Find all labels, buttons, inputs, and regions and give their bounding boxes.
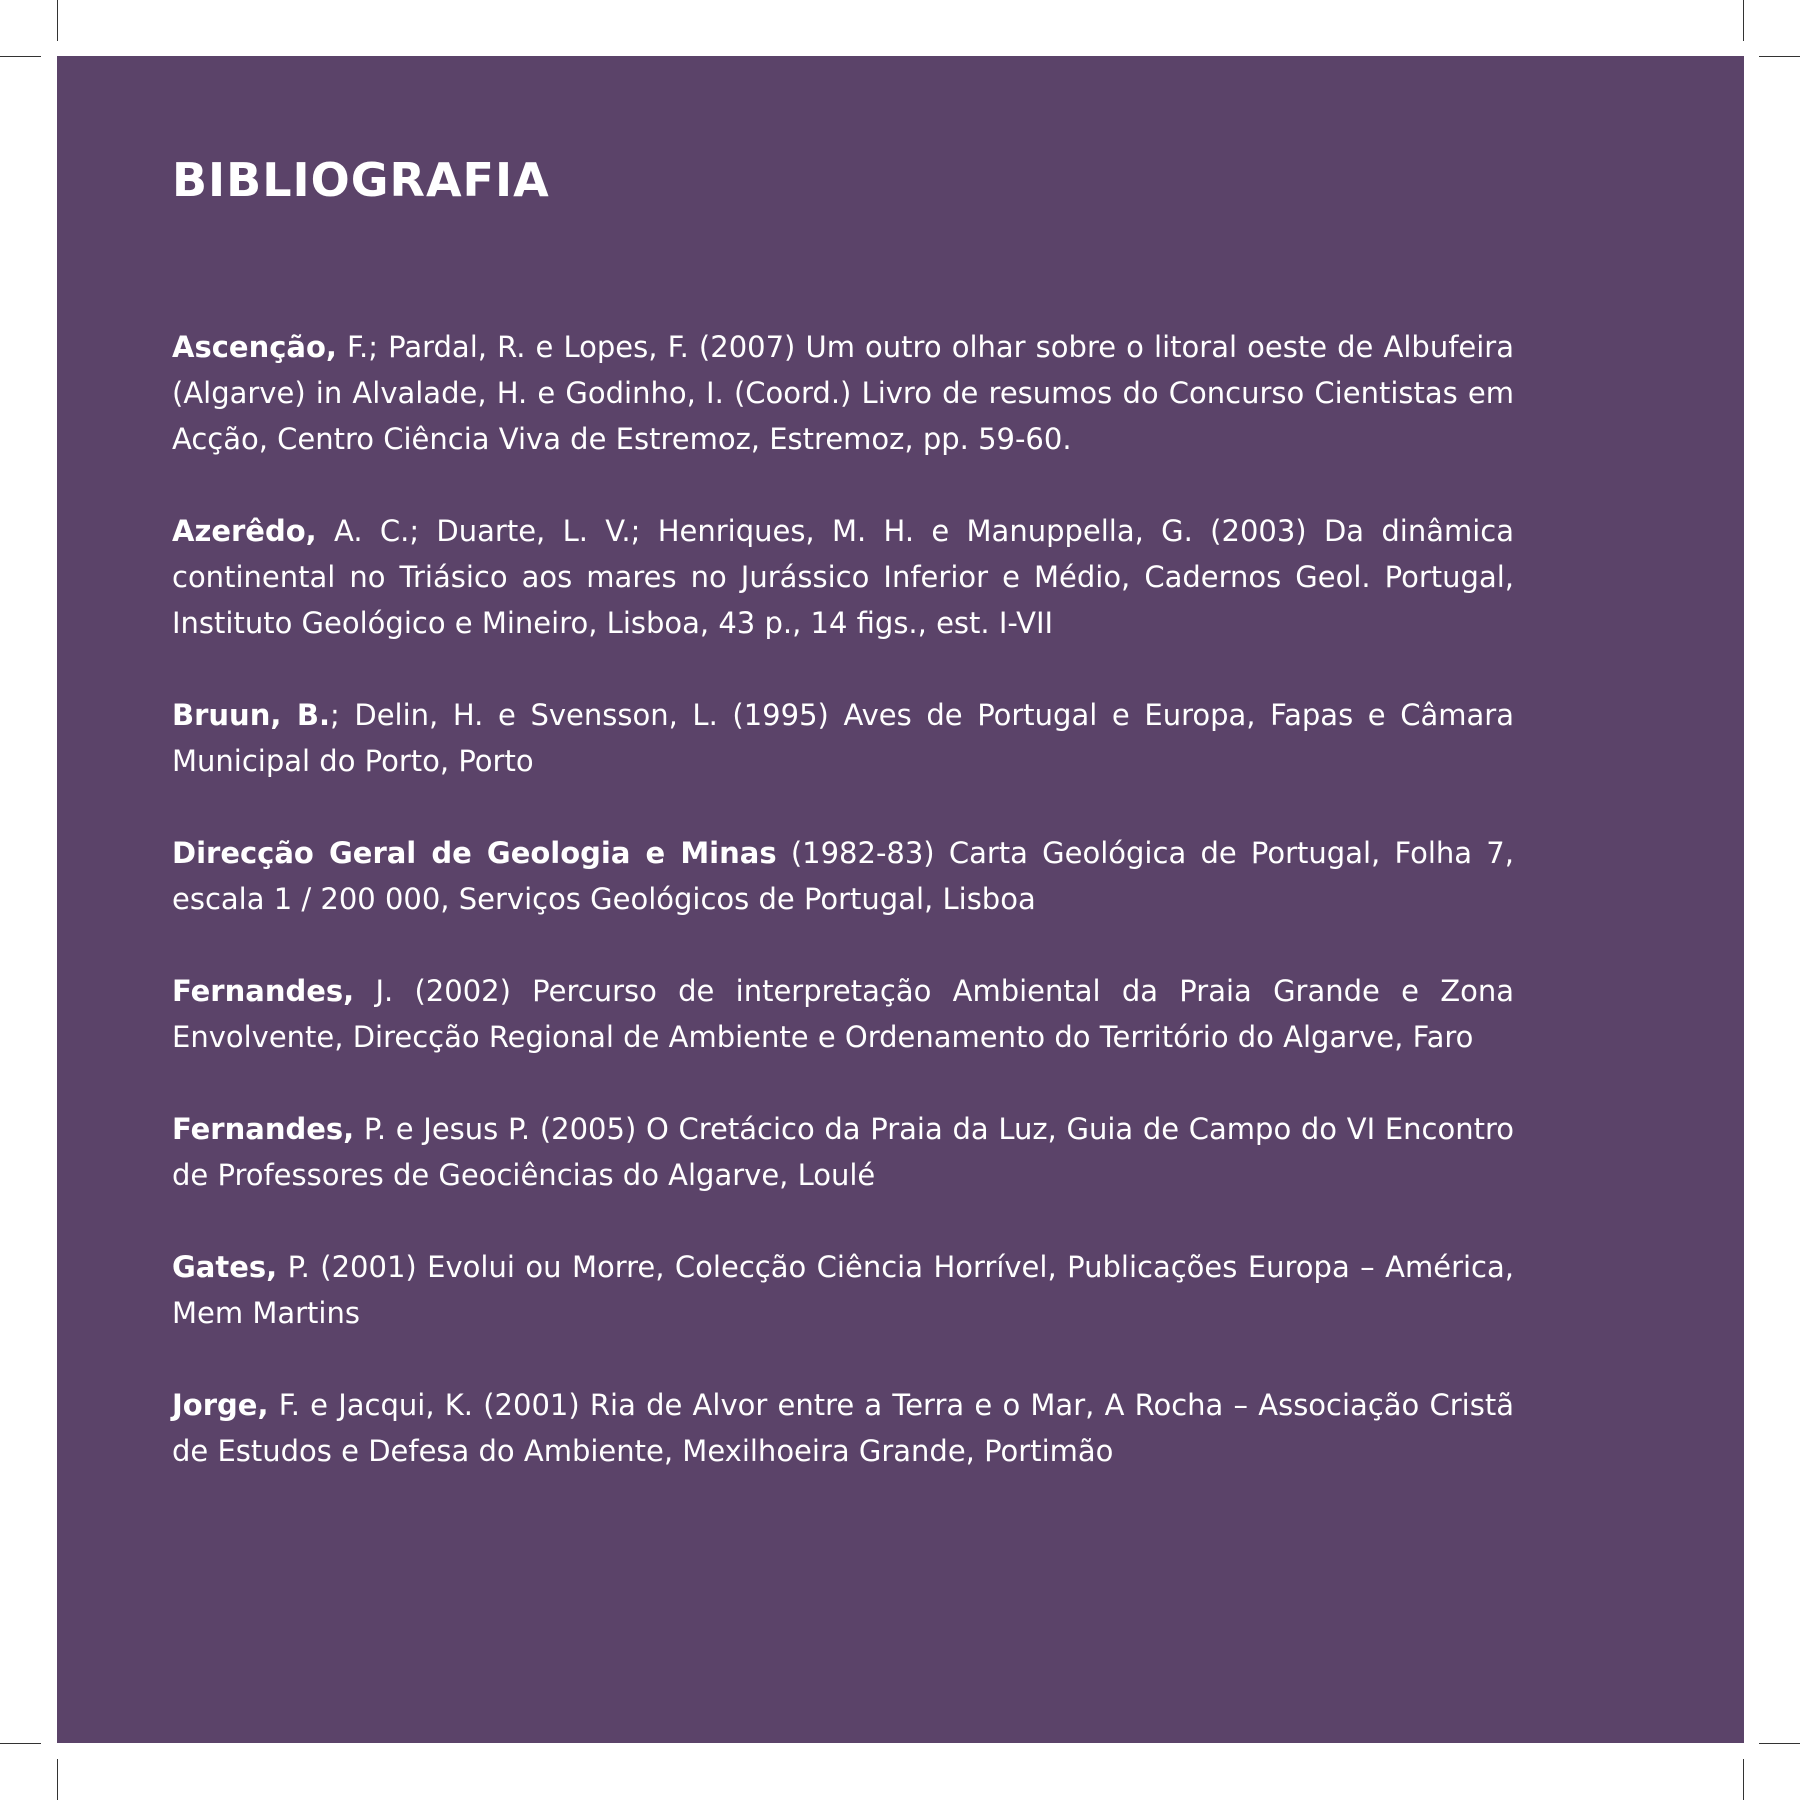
- bibliography-entry: [172, 1244, 1514, 1336]
- bibliography-entry: [172, 324, 1514, 462]
- entry-author: Direcção Geral de Geologia e Minas: [172, 836, 777, 870]
- bibliography-entry: [172, 692, 1514, 784]
- entry-text: ; Delin, H. e Svensson, L. (1995) Aves de Portugal e Europa, Fapas e Câmara Municipal do Porto, Porto: [172, 698, 1514, 778]
- bibliography-entry: [172, 508, 1514, 646]
- page-title: BIBLIOGRAFIA: [172, 153, 550, 207]
- entry-text: A. C.; Duarte, L. V.; Henriques, M. H. e Manuppella, G. (2003) Da dinâmica continental no Triásico aos mares no Jurássico Inferior e Médio, Cadernos Geol. Portugal, Instituto Geológico e Mineiro, Lisboa, 43 p., 14 figs., est. I-VII: [172, 514, 1514, 640]
- crop-mark-top-left-horizontal: [0, 56, 41, 57]
- entry-text: (1982-83) Carta Geológica de Portugal, Folha 7, escala 1 / 200 000, Serviços Geológicos de Portugal, Lisboa: [172, 836, 1514, 916]
- entry-text: F. e Jacqui, K. (2001) Ria de Alvor entre a Terra e o Mar, A Rocha – Associação Cristã de Estudos e Defesa do Ambiente, Mexilhoeira Grande, Portimão: [172, 1388, 1514, 1468]
- entry-text: J. (2002) Percurso de interpretação Ambiental da Praia Grande e Zona Envolvente, Direcção Regional de Ambiente e Ordenamento do Território do Algarve, Faro: [172, 974, 1514, 1054]
- crop-mark-bottom-right-vertical: [1743, 1759, 1744, 1800]
- crop-mark-bottom-left-vertical: [57, 1759, 58, 1800]
- entry-author: Jorge,: [172, 1388, 269, 1422]
- bibliography-list: [172, 324, 1514, 1474]
- bibliography-entry: [172, 1106, 1514, 1198]
- entry-author: Ascenção,: [172, 330, 337, 364]
- bibliography-entry: [172, 830, 1514, 922]
- entry-text: P. (2001) Evolui ou Morre, Colecção Ciência Horrível, Publicações Europa – América, Mem Martins: [172, 1250, 1514, 1330]
- bibliography-entry: [172, 968, 1514, 1060]
- crop-mark-top-left-vertical: [57, 0, 58, 41]
- entry-text: P. e Jesus P. (2005) O Cretácico da Praia da Luz, Guia de Campo do VI Encontro de Professores de Geociências do Algarve, Loulé: [172, 1112, 1514, 1192]
- crop-mark-top-right-vertical: [1743, 0, 1744, 41]
- bibliography-entry: [172, 1382, 1514, 1474]
- bibliography-content: [172, 150, 1514, 1520]
- entry-author: Bruun, B.: [172, 698, 330, 732]
- entry-author: Fernandes,: [172, 1112, 355, 1146]
- crop-mark-bottom-right-horizontal: [1759, 1743, 1800, 1744]
- crop-mark-bottom-left-horizontal: [0, 1743, 41, 1744]
- entry-author: Gates,: [172, 1250, 278, 1284]
- crop-mark-top-right-horizontal: [1759, 56, 1800, 57]
- entry-text: F.; Pardal, R. e Lopes, F. (2007) Um outro olhar sobre o litoral oeste de Albufeira (Algarve) in Alvalade, H. e Godinho, I. (Coord.) Livro de resumos do Concurso Cientistas em Acção, Centro Ciência Viva de Estremoz, Estremoz, pp. 59-60.: [172, 330, 1514, 456]
- entry-author: Fernandes,: [172, 974, 355, 1008]
- entry-author: Azerêdo,: [172, 514, 317, 548]
